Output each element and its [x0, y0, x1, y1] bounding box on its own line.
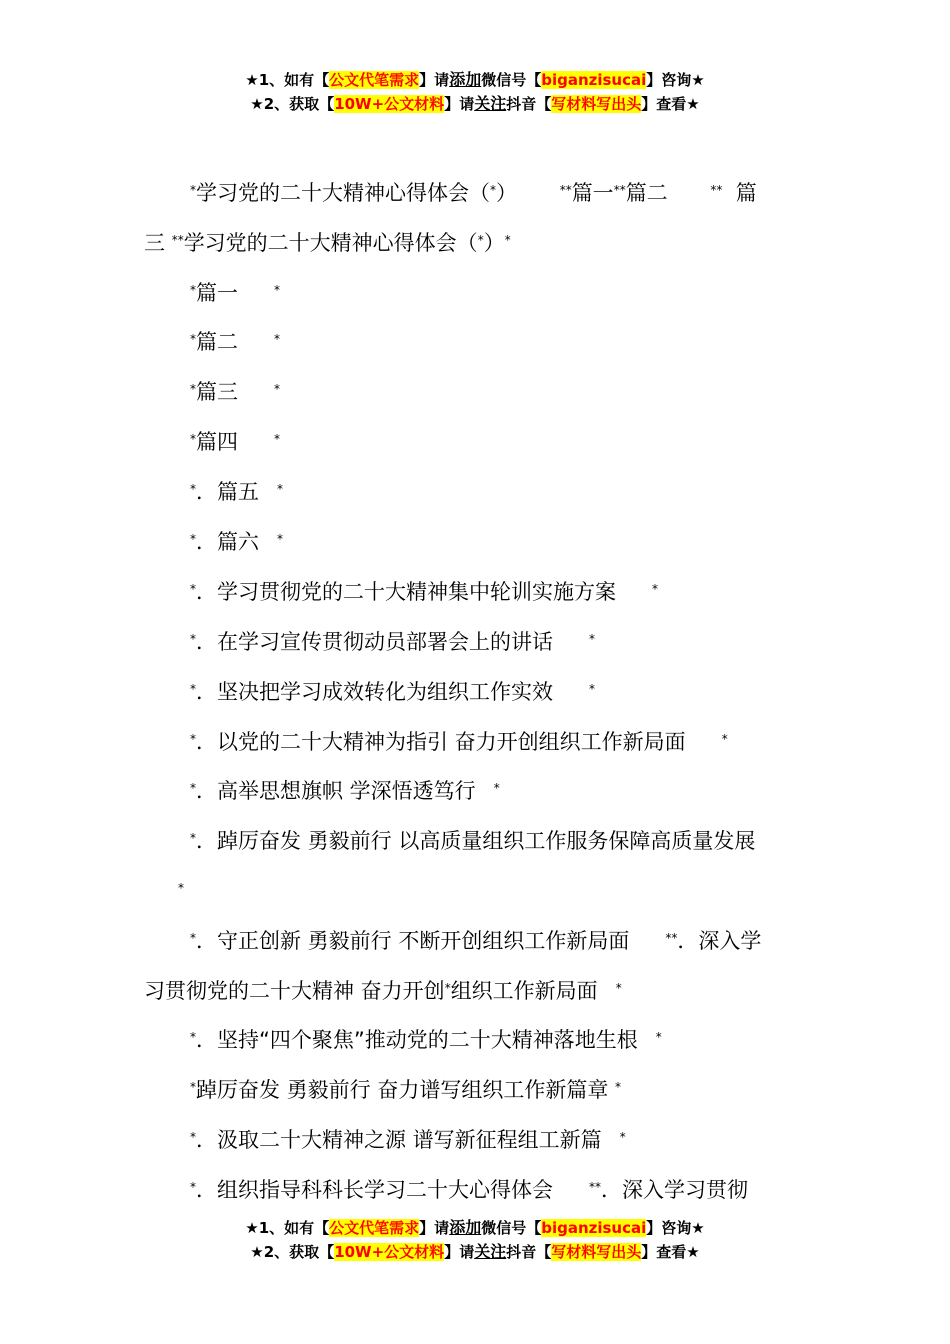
toc-item[interactable]: *．以党的二十大精神为指引 奋力开创组织工作新局面 *	[190, 730, 728, 754]
toc-item-continuation: *	[178, 881, 184, 895]
toc-line-2: 三 **学习党的二十大精神心得体会（*）*	[144, 231, 511, 255]
toc-item[interactable]: *．坚持“四个聚焦”推动党的二十大精神落地生根 *	[190, 1028, 662, 1052]
toc-item[interactable]: *．守正创新 勇毅前行 不断开创组织工作新局面 **．深入学	[190, 929, 762, 953]
highlight-douyin: 写材料写出头	[551, 95, 642, 113]
banner-line-1: ★1、如有【公文代笔需求】请添加微信号【biganzisucai】咨询★	[245, 70, 705, 89]
highlight-service: 公文代笔需求	[329, 71, 420, 89]
banner-line-1: ★1、如有【公文代笔需求】请添加微信号【biganzisucai】咨询★	[245, 1218, 705, 1237]
highlight-materials: 10W+公文材料	[334, 1243, 445, 1261]
toc-item[interactable]: *篇三 *	[190, 380, 280, 404]
toc-item-continuation: 习贯彻党的二十大精神 奋力开创*组织工作新局面 *	[144, 979, 622, 1003]
banner-line-2: ★2、获取【10W+公文材料】请关注抖音【写材料写出头】查看★	[250, 1242, 700, 1261]
toc-line-1: *学习党的二十大精神心得体会（*） **篇一**篇二 ** 篇	[190, 181, 757, 205]
toc-item[interactable]: *篇二 *	[190, 330, 280, 354]
toc-item[interactable]: *．踔厉奋发 勇毅前行 以高质量组织工作服务保障高质量发展	[190, 829, 756, 853]
toc-item[interactable]: *．学习贯彻党的二十大精神集中轮训实施方案 *	[190, 580, 658, 604]
highlight-wechat-id: biganzisucai	[541, 1219, 647, 1237]
banner-line-2: ★2、获取【10W+公文材料】请关注抖音【写材料写出头】查看★	[250, 94, 700, 113]
toc-item[interactable]: *．组织指导科科长学习二十大心得体会 **．深入学习贯彻	[190, 1178, 748, 1202]
highlight-wechat-id: biganzisucai	[541, 71, 647, 89]
toc-item[interactable]: *．高举思想旗帜 学深悟透笃行 *	[190, 779, 500, 803]
toc-item[interactable]: *．汲取二十大精神之源 谱写新征程组工新篇 *	[190, 1128, 626, 1152]
toc-item[interactable]: *篇一 *	[190, 281, 280, 305]
highlight-douyin: 写材料写出头	[551, 1243, 642, 1261]
highlight-service: 公文代笔需求	[329, 1219, 420, 1237]
toc-item[interactable]: *踔厉奋发 勇毅前行 奋力谱写组织工作新篇章 *	[190, 1078, 622, 1102]
footer-banner	[0, 1216, 950, 1264]
header-banner	[0, 68, 950, 116]
toc-item[interactable]: *篇四 *	[190, 430, 280, 454]
toc-item[interactable]: *．在学习宣传贯彻动员部署会上的讲话 *	[190, 630, 595, 654]
toc-item[interactable]: *．坚决把学习成效转化为组织工作实效 *	[190, 680, 595, 704]
highlight-materials: 10W+公文材料	[334, 95, 445, 113]
toc-item[interactable]: *．篇六 *	[190, 530, 283, 554]
toc-item[interactable]: *．篇五 *	[190, 480, 283, 504]
